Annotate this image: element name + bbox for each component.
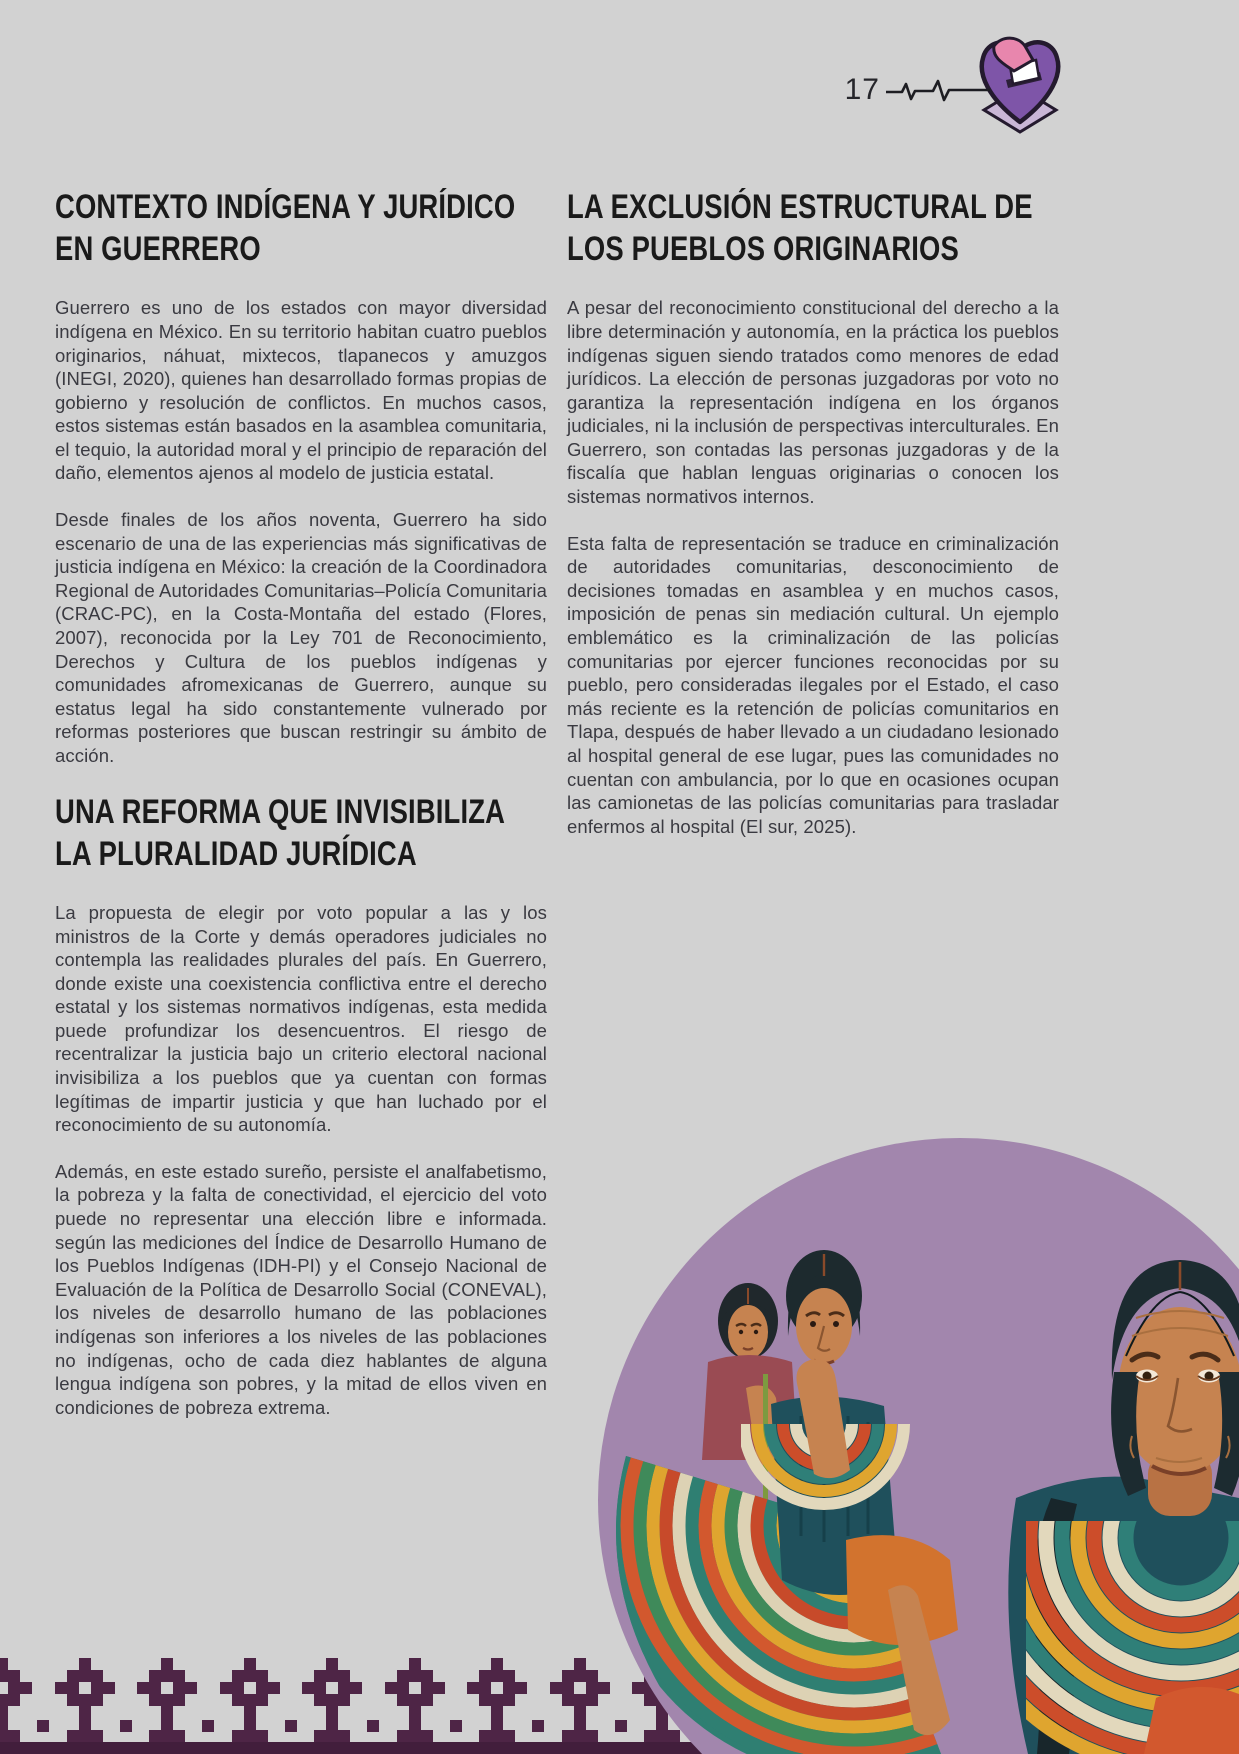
page-number: 17 xyxy=(844,73,880,106)
right-column xyxy=(567,186,1059,1442)
section-heading xyxy=(567,186,1059,270)
page-header xyxy=(845,30,1064,134)
heartbeat-line-icon xyxy=(886,75,990,105)
paragraph: Esta falta de representación se traduce en criminalización de autoridades comunitarias, desconocimiento de decisiones tomadas en asamblea y en muchos casos, imposición de penas sin mediación cultural. Un ejemplo emblemático es la criminalización de las policías comunitarias por ejercer funciones reconocidas por su pueblo, pero consideradas ilegales por el Estado, el caso más reciente es la retención de policías comunitarios en Tlapa, después de haber llevado a un ciudadano lesionado al hospital general de ese lugar, pues las comunidades no cuentan con ambulancia, por lo que en ocasiones ocupan las camionetas de las policías comunitarias para trasladar enfermos al hospital (El sur, 2025). xyxy=(567,532,1059,837)
section-heading xyxy=(55,186,547,270)
section-heading xyxy=(55,791,547,875)
paragraph: Desde finales de los años noventa, Guerrero ha sido escenario de una de las experiencias más significativas de justicia indígena en México: la creación de la Coordinadora Regional de Autoridades Comunitarias–Policía Comunitaria (CRAC-PC), en la Costa-Montaña del estado (Flores, 2007), reconocida por la Ley 701 de Reconocimiento, Derechos y Cultura de los pueblos indígenas y comunidades afromexicanas de Guerrero, aunque su estatus legal ha sido constantemente vulnerado por reformas posteriores que buscan restringir su ámbito de acción. xyxy=(55,509,548,766)
article-columns xyxy=(55,186,1059,1442)
section-heading-text: UNA REFORMA QUE INVISIBILIZA LA PLURALIDAD JURÍDICA xyxy=(55,792,505,873)
section-heading-text: CONTEXTO INDÍGENA Y JURÍDICO EN GUERRERO xyxy=(55,188,516,269)
section-heading-text: LA EXCLUSIÓN ESTRUCTURAL DE LOS PUEBLOS ORIGINARIOS xyxy=(567,188,1033,269)
paragraph: La propuesta de elegir por voto popular a las y los ministros de la Corte y demás operadores judiciales no contempla las realidades plurales del país. En Guerrero, donde existe una coexistencia conflictiva entre el derecho estatal y los sistemas normativos indígenas, esta medida puede profundizar los desencuentros. El riesgo de recentralizar la justicia bajo un criterio electoral nacional invisibiliza a los pueblos que ya cuentan con formas legítimas de impartir justicia y que han luchado por el reconocimiento de su autonomía. xyxy=(55,901,547,1136)
paragraph: A pesar del reconocimiento constitucional del derecho a la libre determinación y autonomía, en la práctica los pueblos indígenas siguen siendo tratados como menores de edad jurídicos. La elección de personas juzgadoras por voto no garantiza la representación indígena en los órganos judiciales, ni la inclusión de perspectivas interculturales. En Guerrero, son contadas las personas juzgadoras y de la fiscalía que hablan lenguas originarias o conocen los sistemas normativos internos. xyxy=(567,297,1059,508)
paragraph: Guerrero es uno de los estados con mayor diversidad indígena en México. En su territorio habitan cuatro pueblos originarios, náhuat, mixtecos, tlapanecos y amuzgos (INEGI, 2020), quienes han desarrollado formas propias de gobierno y resolución de conflictos. En muchos casos, estos sistemas están basados en la asamblea comunitaria, el tequio, la autoridad moral y el principio de reparación del daño, elementos ajenos al modelo de justicia estatal. xyxy=(55,297,547,484)
paragraph: Además, en este estado sureño, persiste el analfabetismo, la pobreza y la falta de conectividad, el ejercicio del voto puede no representar una elección libre e informada. según las mediciones del Índice de Desarrollo Humano de los Pueblos Indígenas (IDH-PI) y el Consejo Nacional de Evaluación de la Política de Desarrollo Social (CONEVAL), los niveles de desarrollo humano de las poblaciones indígenas son inferiores a los niveles de las poblaciones no indígenas, ocho de cada diez hablantes de alguna lengua indígena son pobres, y la mitad de ellos viven en condiciones de pobreza extrema. xyxy=(55,1160,547,1418)
left-column xyxy=(55,186,547,1442)
